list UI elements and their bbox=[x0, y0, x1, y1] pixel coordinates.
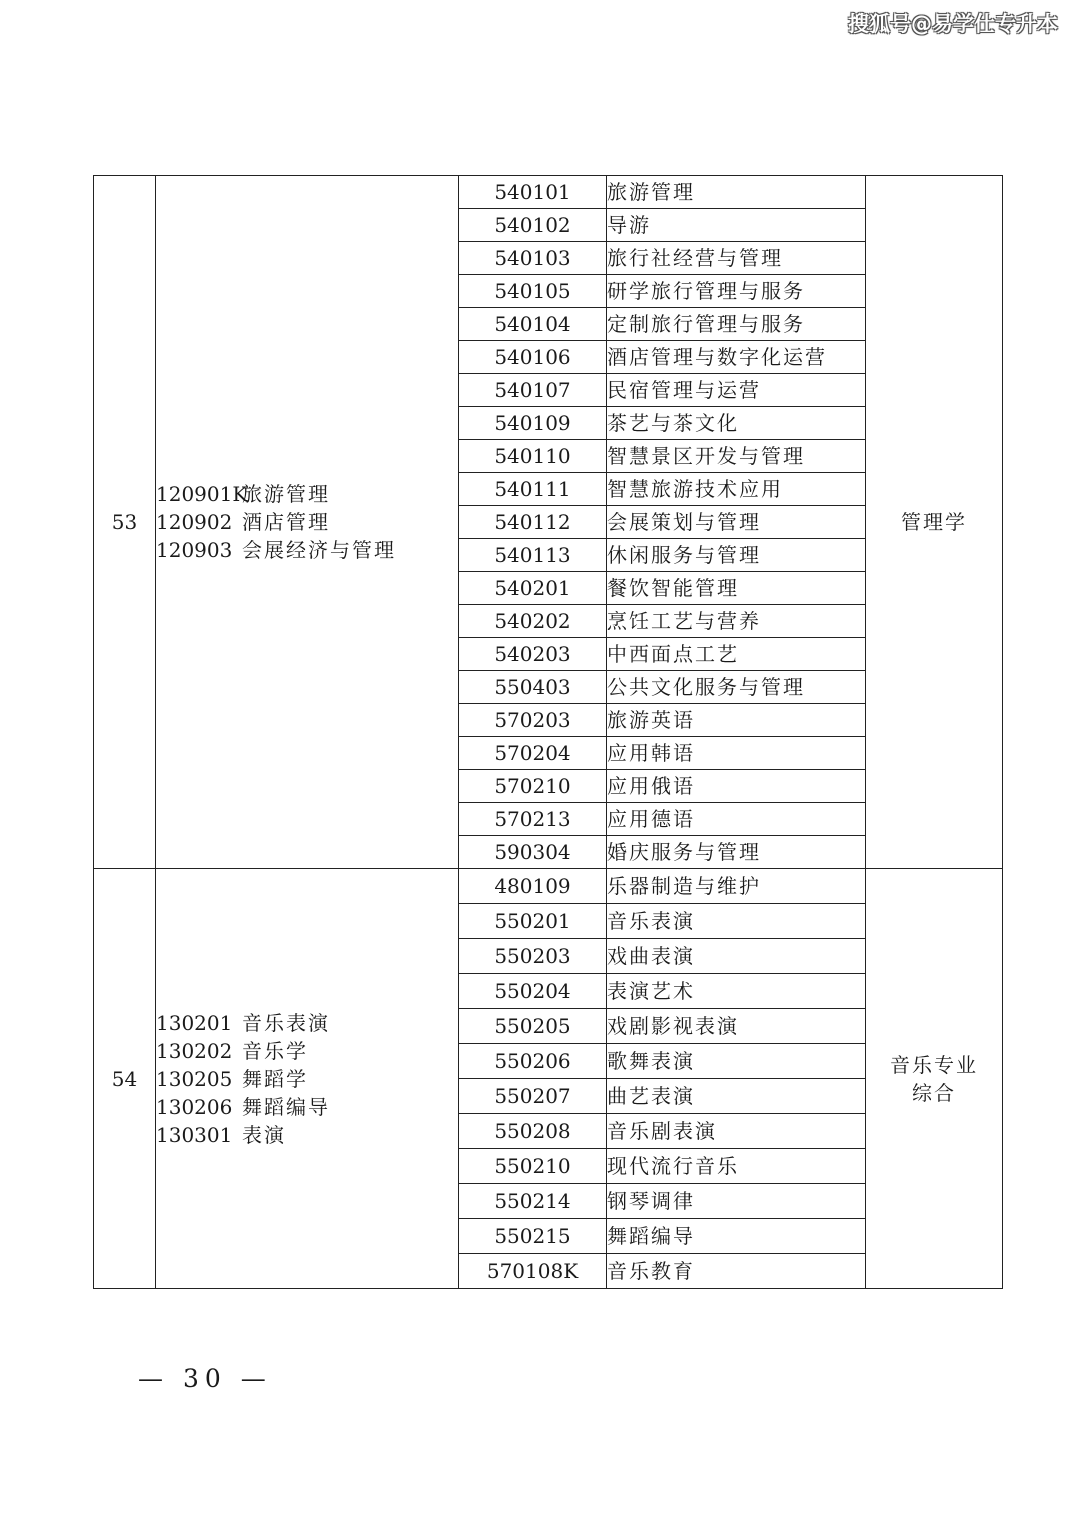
vocational-major-name: 音乐表演 bbox=[607, 904, 866, 939]
vocational-major-code: 540113 bbox=[459, 539, 607, 572]
vocational-major-name: 民宿管理与运营 bbox=[607, 374, 866, 407]
vocational-major-code: 550204 bbox=[459, 974, 607, 1009]
vocational-major-name: 会展策划与管理 bbox=[607, 506, 866, 539]
vocational-major-code: 550205 bbox=[459, 1009, 607, 1044]
vocational-major-name: 歌舞表演 bbox=[607, 1044, 866, 1079]
undergrad-major-code: 120903 bbox=[156, 538, 233, 562]
table-row bbox=[94, 176, 1003, 209]
undergrad-major-code: 120902 bbox=[156, 510, 233, 534]
vocational-major-code: 540109 bbox=[459, 407, 607, 440]
undergrad-major-code: 130201 bbox=[156, 1010, 233, 1035]
vocational-major-code: 540201 bbox=[459, 572, 607, 605]
vocational-major-name: 智慧景区开发与管理 bbox=[607, 440, 866, 473]
vocational-major-code: 550203 bbox=[459, 939, 607, 974]
vocational-major-name: 导游 bbox=[607, 209, 866, 242]
vocational-major-name: 旅游管理 bbox=[607, 176, 866, 209]
undergrad-major-name: 酒店管理 bbox=[242, 510, 330, 534]
vocational-major-code: 540110 bbox=[459, 440, 607, 473]
vocational-major-name: 中西面点工艺 bbox=[607, 638, 866, 671]
vocational-major-code: 540103 bbox=[459, 242, 607, 275]
undergrad-major-name: 舞蹈学 bbox=[242, 1066, 308, 1091]
vocational-major-code: 540102 bbox=[459, 209, 607, 242]
vocational-major-code: 570213 bbox=[459, 803, 607, 836]
vocational-major-name: 曲艺表演 bbox=[607, 1079, 866, 1114]
undergrad-major bbox=[156, 1037, 458, 1065]
undergrad-major bbox=[156, 1065, 458, 1093]
vocational-major-name: 公共文化服务与管理 bbox=[607, 671, 866, 704]
vocational-major-name: 应用韩语 bbox=[607, 737, 866, 770]
undergrad-major bbox=[156, 1093, 458, 1121]
vocational-major-name: 研学旅行管理与服务 bbox=[607, 275, 866, 308]
vocational-major-name: 休闲服务与管理 bbox=[607, 539, 866, 572]
vocational-major-code: 550215 bbox=[459, 1219, 607, 1254]
vocational-major-code: 570210 bbox=[459, 770, 607, 803]
exam-subject-line: 管理学 bbox=[901, 510, 967, 534]
vocational-major-name: 戏曲表演 bbox=[607, 939, 866, 974]
vocational-major-name: 餐饮智能管理 bbox=[607, 572, 866, 605]
vocational-major-code: 540112 bbox=[459, 506, 607, 539]
major-mapping-table bbox=[93, 175, 1003, 1289]
undergrad-major-code: 130202 bbox=[156, 1038, 233, 1063]
vocational-major-code: 540104 bbox=[459, 308, 607, 341]
vocational-major-name: 现代流行音乐 bbox=[607, 1149, 866, 1184]
vocational-major-code: 550210 bbox=[459, 1149, 607, 1184]
vocational-major-name: 智慧旅游技术应用 bbox=[607, 473, 866, 506]
vocational-major-name: 旅游英语 bbox=[607, 704, 866, 737]
vocational-major-code: 550208 bbox=[459, 1114, 607, 1149]
undergrad-major-code: 130301 bbox=[156, 1122, 233, 1147]
vocational-major-name: 表演艺术 bbox=[607, 974, 866, 1009]
vocational-major-code: 570108K bbox=[459, 1254, 607, 1289]
undergrad-major-name: 旅游管理 bbox=[242, 482, 330, 506]
undergrad-major bbox=[156, 1009, 458, 1037]
vocational-major-name: 应用德语 bbox=[607, 803, 866, 836]
vocational-major-code: 540101 bbox=[459, 176, 607, 209]
vocational-major-code: 550201 bbox=[459, 904, 607, 939]
vocational-major-name: 婚庆服务与管理 bbox=[607, 836, 866, 869]
undergrad-major-name: 会展经济与管理 bbox=[242, 538, 396, 562]
vocational-major-code: 550206 bbox=[459, 1044, 607, 1079]
vocational-major-code: 540106 bbox=[459, 341, 607, 374]
watermark: 搜狐号@易学仕专升本 bbox=[848, 12, 1058, 36]
vocational-major-code: 550403 bbox=[459, 671, 607, 704]
group-number: 53 bbox=[94, 176, 156, 869]
undergrad-major bbox=[156, 536, 458, 564]
vocational-major-code: 540111 bbox=[459, 473, 607, 506]
undergrad-major-name: 音乐学 bbox=[242, 1038, 308, 1063]
vocational-major-name: 茶艺与茶文化 bbox=[607, 407, 866, 440]
vocational-major-name: 乐器制造与维护 bbox=[607, 869, 866, 904]
table-body bbox=[94, 176, 1003, 1289]
undergrad-major bbox=[156, 508, 458, 536]
undergrad-majors-cell bbox=[156, 176, 459, 869]
vocational-major-name: 钢琴调律 bbox=[607, 1184, 866, 1219]
group-number: 54 bbox=[94, 869, 156, 1289]
vocational-major-name: 应用俄语 bbox=[607, 770, 866, 803]
undergrad-major-code: 120901K bbox=[156, 482, 248, 506]
vocational-major-code: 540107 bbox=[459, 374, 607, 407]
page-number: — 30 — bbox=[138, 1364, 272, 1393]
vocational-major-name: 音乐剧表演 bbox=[607, 1114, 866, 1149]
undergrad-major-name: 舞蹈编导 bbox=[242, 1094, 330, 1119]
vocational-major-code: 570203 bbox=[459, 704, 607, 737]
exam-subject-line: 综合 bbox=[912, 1080, 956, 1105]
undergrad-majors-cell bbox=[156, 869, 459, 1289]
exam-subject-line: 音乐专业 bbox=[890, 1052, 978, 1077]
vocational-major-code: 540202 bbox=[459, 605, 607, 638]
vocational-major-name: 烹饪工艺与营养 bbox=[607, 605, 866, 638]
undergrad-major-name: 音乐表演 bbox=[242, 1010, 330, 1035]
vocational-major-name: 音乐教育 bbox=[607, 1254, 866, 1289]
undergrad-major-name: 表演 bbox=[242, 1122, 286, 1147]
vocational-major-name: 酒店管理与数字化运营 bbox=[607, 341, 866, 374]
table-row bbox=[94, 869, 1003, 904]
undergrad-major bbox=[156, 480, 458, 508]
vocational-major-code: 570204 bbox=[459, 737, 607, 770]
vocational-major-code: 480109 bbox=[459, 869, 607, 904]
vocational-major-name: 舞蹈编导 bbox=[607, 1219, 866, 1254]
undergrad-major-code: 130206 bbox=[156, 1094, 233, 1119]
exam-subject bbox=[866, 869, 1003, 1289]
vocational-major-code: 550207 bbox=[459, 1079, 607, 1114]
vocational-major-name: 戏剧影视表演 bbox=[607, 1009, 866, 1044]
vocational-major-code: 550214 bbox=[459, 1184, 607, 1219]
undergrad-major bbox=[156, 1121, 458, 1149]
exam-subject bbox=[866, 176, 1003, 869]
vocational-major-name: 旅行社经营与管理 bbox=[607, 242, 866, 275]
undergrad-major-code: 130205 bbox=[156, 1066, 233, 1091]
vocational-major-code: 540203 bbox=[459, 638, 607, 671]
vocational-major-name: 定制旅行管理与服务 bbox=[607, 308, 866, 341]
vocational-major-code: 590304 bbox=[459, 836, 607, 869]
vocational-major-code: 540105 bbox=[459, 275, 607, 308]
